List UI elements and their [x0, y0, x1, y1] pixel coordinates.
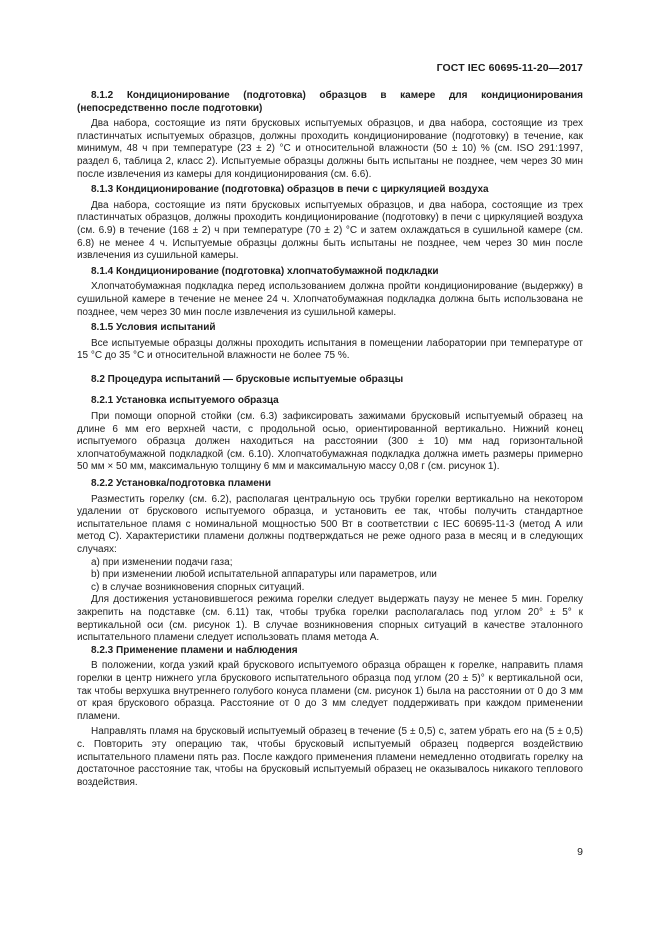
heading-8-2-2: 8.2.2 Установка/подготовка пламени	[91, 478, 271, 490]
paragraph-8-2-3-application: Направлять пламя на брусковый испытуемый образец в течение (5 ± 0,5) с, затем убрать его на (5 ± 0,5) с. Повторить эту операцию так, чтобы брусковый испытуемый образец подвергся воздействию испытательного пламени пять раз. После каждого применения пламени немедленно отодвигать горелку на достаточное расстояние так, чтобы на брусковый испытуемый образец не оказывалось никакого теплового воздействия.	[77, 726, 583, 788]
heading-8-2: 8.2 Процедура испытаний — брусковые испытуемые образцы	[91, 373, 404, 385]
paragraph-8-1-3: Два набора, состоящие из пяти брусковых испытуемых образцов, и два набора, состоящие из трех пластинчатых образцов, должны проходить кондиционирование (подготовку) в печи с циркуляцией воздуха (см. 6.9) в течение (168 ± 2) ч при температуре (70 ± 2) °С и затем охлаждаться в сушильной камере (см. 6.8) не менее 4 ч. Испытуемые образцы должны быть испытаны не позднее, чем через 30 мин после извлечения из сушильной камеры.	[77, 199, 583, 262]
paragraph-8-2-2-intro: Разместить горелку (см. 6.2), располагая центральную ось трубки горелки вертикально на некотором удалении от брускового испытуемого образца, и установить ее так, чтобы получить стандартное испытательное пламя с номинальной мощностью 500 Вт в соответствии с IEC 60695-11-3 (метод А или метод С). Характеристики пламени должны подтверждаться не реже одного раза в месяц и в следующих случаях:	[77, 493, 583, 555]
document-body	[77, 90, 583, 792]
list-item: a) при изменении подачи газа;	[91, 556, 233, 568]
paragraph-8-2-1: При помощи опорной стойки (см. 6.3) зафиксировать зажимами брусковый испытуемый образец на длине 6 мм его верхней части, с продольной осью, ориентированной вертикально. Нижний конец испытуемого образца должен находиться на расстоянии (300 ± 10) мм над горизонтальной хлопчатобумажной подкладкой (см. 6.10). Хлопчатобумажная подкладка должна иметь размеры примерно 50 мм × 50 мм, максимальную толщину 6 мм и максимальную массу 0,08 г (см. рисунок 1).	[77, 411, 583, 473]
paragraph-8-1-4: Хлопчатобумажная подкладка перед использованием должна пройти кондиционирование (выдержку) в сушильной камере в течение не менее 24 ч. Хлопчатобумажная подкладка должна быть использована не позднее, чем через 30 мин после извлечения из сушильной камеры.	[77, 281, 583, 318]
paragraph-8-2-3-position: В положении, когда узкий край брускового испытуемого образца обращен к горелке, направить пламя горелки в центр нижнего угла брускового испытательного образца под углом (20 ± 5)° к вертикальной оси, так чтобы верхушка внутреннего голубого конуса пламени (см. рисунок 1) была на расстоянии от 0 до 3 мм от края брускового образца. Расстояние от 0 до 3 мм следует поддерживать при каждом применении пламени.	[77, 660, 583, 722]
document-id: ГОСТ IEC 60695-11-20—2017	[436, 62, 583, 74]
heading-8-2-1: 8.2.1 Установка испытуемого образца	[91, 395, 279, 407]
heading-8-1-5: 8.1.5 Условия испытаний	[91, 322, 216, 334]
page-number: 9	[577, 846, 583, 858]
heading-8-1-3: 8.1.3 Кондиционирование (подготовка) образцов в печи с циркуляцией воздуха	[91, 184, 489, 196]
heading-8-1-2: 8.1.2 Кондиционирование (подготовка) образцов в камере для кондиционирования (непосредственно после подготовки)	[77, 90, 583, 114]
heading-8-1-4: 8.1.4 Кондиционирование (подготовка) хлопчатобумажной подкладки	[91, 265, 439, 277]
list-item: b) при изменении любой испытательной аппаратуры или параметров, или	[91, 569, 437, 581]
list-item: c) в случае возникновения спорных ситуаций.	[91, 581, 305, 593]
conditions-list	[77, 557, 583, 595]
paragraph-8-1-5: Все испытуемые образцы должны проходить испытания в помещении лаборатории при температуре от 15 °С до 35 °С и относительной влажности не более 75 %.	[77, 337, 583, 362]
paragraph-8-2-2-burner: Для достижения установившегося режима горелки следует выдержать паузу не менее 5 мин. Горелку закрепить на подставке (см. 6.11) так, чтобы трубка горелки располагалась под углом 20° ± 5° к вертикальной оси (см. рисунок 1). В случае возникновения спорных ситуаций в качестве эталонного испытательного пламени следует использовать пламя метода А.	[77, 594, 583, 644]
heading-8-2-3: 8.2.3 Применение пламени и наблюдения	[91, 644, 298, 656]
paragraph-8-1-2: Два набора, состоящие из пяти брусковых испытуемых образцов, и два набора, состоящие из трех пластинчатых испытуемых образцов, должны проходить кондиционирование (подготовку) в течение, как минимум, 48 ч при температуре (23 ± 2) °С и относительной влажности (50 ± 10) % (см. ISO 291:1997, раздел 6, таблица 2, класс 2). Испытуемые образцы должны быть испытаны не позднее, чем через 30 мин после извлечения из камеры для кондиционирования (см. 6.6).	[77, 118, 583, 180]
